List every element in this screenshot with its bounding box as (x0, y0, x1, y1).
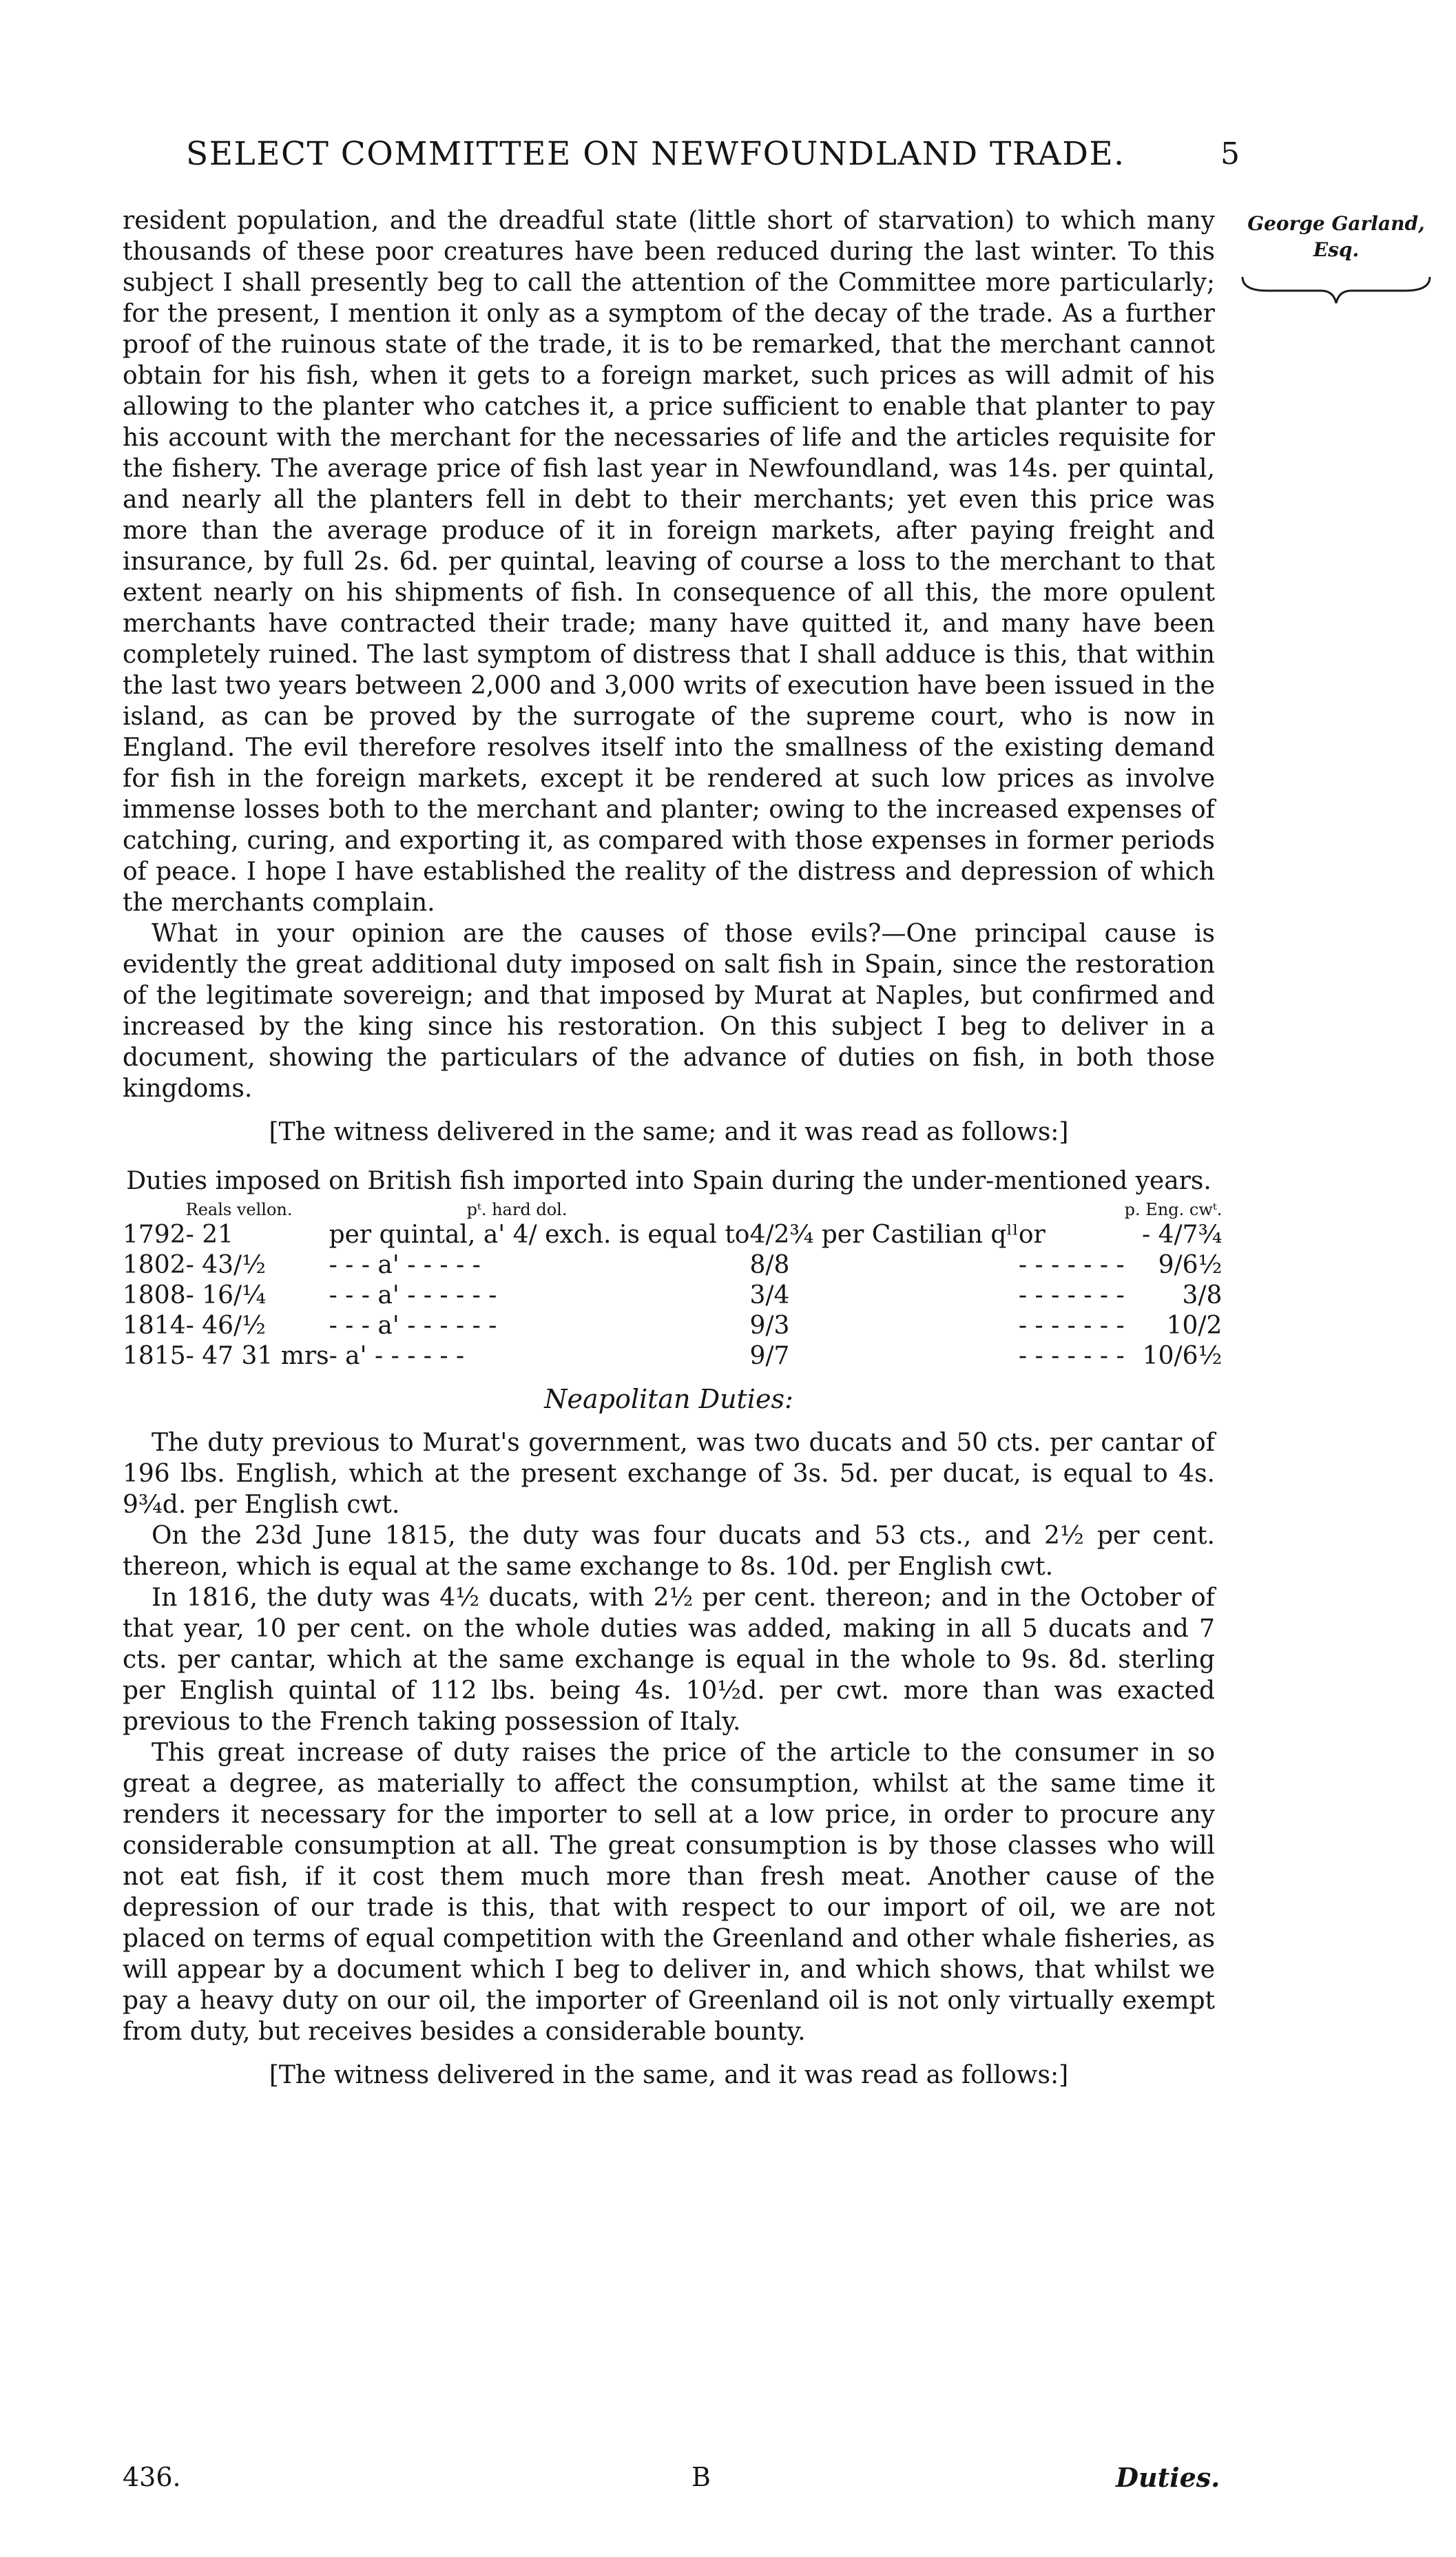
row-english: 9/6½ (1158, 1251, 1223, 1279)
row-castilian: 4/2¾ per Castilian qˡˡ (749, 1221, 1019, 1249)
row-year: 1808 (123, 1281, 186, 1309)
row-separator: - - - - - - - (1018, 1312, 1125, 1340)
row-english: 3/8 (1182, 1281, 1223, 1309)
neapolitan-heading: Neapolitan Duties: (544, 1384, 793, 1414)
row-detail: - - - a' - - - - - (329, 1251, 481, 1279)
row-detail: per quintal, a' 4/ exch. is equal to (329, 1221, 750, 1249)
margin-brace-icon (1240, 274, 1433, 306)
paragraph-consumption: This great increase of duty raises the price of the article to the consumer in so great a degree, as materially to affect the consumption, whilst at the same time it renders it necessary for the importer to sell at a low price, in order to procure any considerable consumption at all. The great consumption is by those classes who will not eat fish, if it cost them much more than fresh meat. Another cause of the depression of our trade is this, that with respect to our import of oil, we are not placed on terms of equal competition with the Greenland and other whale fisheries, as will appear by a document which I beg to deliver in, and which shows, that whilst we pay a heavy duty on our oil, the importer of Greenland oil is not only virtually exempt from duty, but receives besides a considerable bounty. (123, 1739, 1215, 2046)
row-separator: - - - - - - - (1018, 1281, 1125, 1309)
row-reals: - 21 (185, 1221, 234, 1249)
sheet-number: 436. (123, 2462, 181, 2492)
page-footer (0, 2462, 1456, 2503)
catchword: Duties. (1116, 2462, 1220, 2493)
table-row (123, 1281, 1222, 1311)
row-castilian: 3/4 (749, 1281, 790, 1309)
margin-note-name: George Garland, (1247, 212, 1425, 235)
row-year: 1814 (123, 1312, 186, 1340)
table-row (123, 1311, 1222, 1341)
table-row (123, 1341, 1222, 1371)
row-reals: - 43/½ (185, 1251, 267, 1279)
row-reals: - 47 31 mrs (185, 1342, 329, 1370)
row-castilian: 9/3 (749, 1312, 790, 1340)
header-hard-dollar: pᵗ. hard dol. (466, 1200, 568, 1219)
page-header (186, 135, 1240, 183)
margin-note-title: Esq. (1313, 238, 1360, 261)
row-castilian: 9/7 (749, 1342, 790, 1370)
row-castilian: 8/8 (749, 1251, 790, 1279)
witness-note-2: [The witness delivered in the same, and it was read as follows:] (269, 2061, 1069, 2089)
paragraph-causes: What in your opinion are the causes of those evils?—One principal cause is evidently the great additional duty imposed on salt fish in Spain, since the restoration of the legitimate sovereign; and that imposed by Murat at Naples, but confirmed and increased by the king since his restoration. On this subject I beg to deliver in a document, showing the particulars of the advance of duties on fish, in both those kingdoms. (123, 920, 1215, 1103)
row-english: 10/2 (1166, 1312, 1223, 1340)
row-year: 1792 (123, 1221, 186, 1249)
table-row (123, 1220, 1222, 1250)
table-row (123, 1250, 1222, 1281)
row-year: 1815 (123, 1342, 186, 1370)
row-detail: - a' - - - - - - (329, 1342, 465, 1370)
row-reals: - 16/¼ (185, 1281, 267, 1309)
row-separator: - - - - - - - (1018, 1251, 1125, 1279)
row-separator: or (1018, 1221, 1046, 1249)
margin-note (1233, 211, 1439, 263)
row-reals: - 46/½ (185, 1312, 267, 1340)
paragraph-murat: The duty previous to Murat's government, was two ducats and 50 cts. per cantar of 196 lbs. English, which at the present exchange of 3s. 5d. per ducat, is equal to 4s. 9¾d. per English cwt. (123, 1429, 1215, 1519)
signature-mark: B (691, 2462, 711, 2492)
table-title: Duties imposed on British fish imported into Spain during the under-mentioned years. (126, 1167, 1211, 1195)
row-english: 10/6½ (1142, 1342, 1223, 1370)
row-separator: - - - - - - - (1018, 1342, 1125, 1370)
header-reals: Reals vellon. (185, 1200, 293, 1219)
witness-note-1: [The witness delivered in the same; and it was read as follows:] (269, 1118, 1069, 1146)
header-english-cwt: p. Eng. cwᵗ. (1124, 1200, 1223, 1219)
row-year: 1802 (123, 1251, 186, 1279)
row-english: - 4/7¾ (1141, 1221, 1223, 1249)
row-detail: - - - a' - - - - - - (329, 1281, 497, 1309)
body-text (123, 205, 1223, 2091)
row-detail: - - - a' - - - - - - (329, 1312, 497, 1340)
paragraph-1815: On the 23d June 1815, the duty was four ducats and 53 cts., and 2½ per cent. thereon, which is equal at the same exchange to 8s. 10d. per English cwt. (123, 1522, 1215, 1581)
running-title: SELECT COMMITTEE ON NEWFOUNDLAND TRADE. (186, 135, 1125, 173)
paragraph-1816: In 1816, the duty was 4½ ducats, with 2½ per cent. thereon; and in the October of that year, 10 per cent. on the whole duties was added, making in all 5 ducats and 7 cts. per cantar, which at the same exchange is equal in the whole to 9s. 8d. sterling per English quintal of 112 lbs. being 4s. 10½d. per cwt. more than was exacted previous to the French taking possession of Italy. (123, 1584, 1215, 1736)
table-header-row (123, 1199, 1222, 1220)
spain-duties-table (123, 1199, 1222, 1371)
paragraph-distress: resident population, and the dreadful state (little short of starvation) to which many thousands of these poor creatures have been reduced during the last winter. To this subject I shall presently beg to call the attention of the Committee more particularly; for the present, I mention it only as a symptom of the decay of the trade. As a further proof of the ruinous state of the trade, it is to be remarked, that the merchant cannot obtain for his fish, when it gets to a foreign market, such prices as will admit of his allowing to the planter who catches it, a price sufficient to enable that planter to pay his account with the merchant for the necessaries of life and the articles requisite for the fishery. The average price of fish last year in Newfoundland, was 14s. per quintal, and nearly all the planters fell in debt to their merchants; yet even this price was more than the average produce of it in foreign markets, after paying freight and insurance, by full 2s. 6d. per quintal, leaving of course a loss to the merchant to that extent nearly on his shipments of fish. In consequence of all this, the more opulent merchants have contracted their trade; many have quitted it, and many have been completely ruined. The last symptom of distress that I shall adduce is this, that within the last two years between 2,000 and 3,000 writs of execution have been issued in the island, as can be proved by the surrogate of the supreme court, who is now in England. The evil therefore resolves itself into the smallness of the existing demand for fish in the foreign markets, except it be rendered at such low prices as involve immense losses both to the merchant and planter; owing to the increased expenses of catching, curing, and exporting it, as compared with those expenses in former periods of peace. I hope I have established the reality of the distress and depression of which the merchants complain. (123, 207, 1215, 917)
page-number: 5 (1220, 136, 1240, 172)
